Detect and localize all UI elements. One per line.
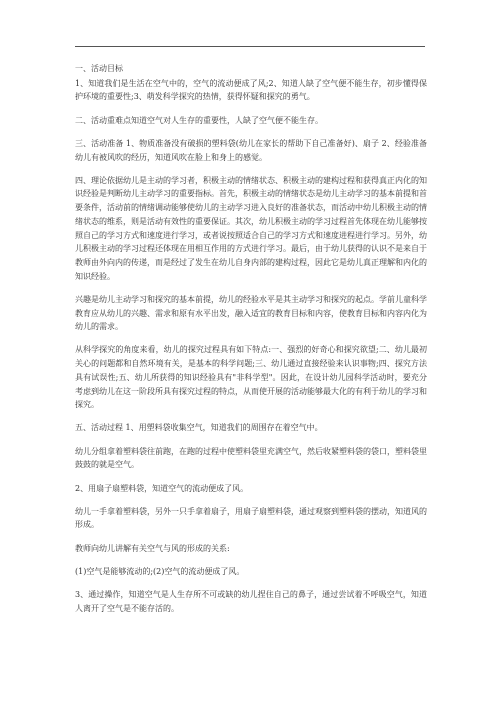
theory-text: 四、理论依据幼儿是主动的学习者，积极主动的情绪状态、积极主动的建构过程和获得真正内化的知识经验是判断幼儿主动学习的重要指标。首先，积极主动的情绪状态是幼儿主动学习的基本前提和首要条件，活动前的情绪调动能够使幼儿的主动学习进入良好的准备状态，而活动中幼儿积极主动的情绪状态的维系，则是活动有效性的重要保证。其次，幼儿积极主动的学习过程首先体现在幼儿能够按照自己的学习方式和速度进行学习，或者说按照适合自己的学习方式和速度进程进行学习。另外，幼儿积极主动的学习过程还体现在用相互作用的方式进行学习。最后，由于幼儿获得的认识不是来自于教师由外向内的传递，而是经过了发生在幼儿自身内部的建构过程，因此它是幼儿真正理解和内化的知识经验。 bbox=[75, 175, 427, 281]
preparation-text: 三、活动准备 1、物质准备没有破损的塑料袋(幼儿在家长的帮助下自己准备好)、扇子 2、经验准备幼儿有被风吹的经历，知道风吹在脸上和身上的感觉。 bbox=[75, 138, 427, 162]
interest-text: 兴趣是幼儿主动学习和探究的基本前提，幼儿的经验水平是其主动学习和探究的起点。学前儿童科学教育应从幼儿的兴趣、需求和原有水平出发，融入适宜的教育目标和内容，使教育目标和内容内化为幼儿的需求。 bbox=[75, 294, 427, 332]
process-step-1-detail: 幼儿分组拿着塑料袋往前跑，在跑的过程中使塑料袋里充满空气，然后收紧塑料袋的袋口，塑料袋里鼓鼓的就是空气。 bbox=[75, 446, 427, 470]
goals-text: 1、知道我们是生活在空气中的，空气的流动便成了风;2、知道人缺了空气便不能生存，初步懂得保护环境的重要性;3、萌发科学探究的热情，获得怀疑和探究的勇气。 bbox=[75, 78, 427, 102]
inquiry-text: 从科学探究的角度来看，幼儿的探究过程具有如下特点:一、强烈的好奇心和探究欲望;二、幼儿最初关心的问题都和自然环境有关，是基本的科学问题;三、幼儿通过直接经验来认识事物;四、探究方法具有试误性;五、幼儿所获得的知识经验具有"非科学型"。因此，在设计幼儿园科学活动时，要充分考虑到幼儿在这一阶段所具有探究过程的特点，从而使开展的活动能够最大化的有利于幼儿的学习和探究。 bbox=[75, 345, 427, 410]
process-step-1: 五、活动过程 1、用塑料袋收集空气，知道我们的周围存在着空气中。 bbox=[75, 423, 323, 433]
section-heading-goals: 一、活动目标 bbox=[75, 64, 123, 73]
document-body bbox=[75, 62, 427, 625]
explanation-points: (1)空气是能够流动的;(2)空气的流动便成了风。 bbox=[75, 566, 245, 576]
process-step-3: 3、通过操作，知道空气是人生存所不可或缺的幼儿捏住自己的鼻子，通过尝试着不呼吸空气，知道人离开了空气是不能存活的。 bbox=[75, 590, 427, 613]
key-points-text: 二、活动重难点知道空气对人生存的重要性，人缺了空气便不能生存。 bbox=[75, 115, 323, 125]
process-step-2-detail: 幼儿一手拿着塑料袋，另外一只手拿着扇子，用扇子扇塑料袋，通过观察到塑料袋的摆动，知道风的形成。 bbox=[75, 506, 427, 530]
process-step-2: 2、用扇子扇塑料袋，知道空气的流动便成了风。 bbox=[75, 483, 249, 493]
header-rule bbox=[75, 46, 425, 47]
teacher-explanation: 教师向幼儿讲解有关空气与风的形成的关系: bbox=[75, 543, 230, 553]
